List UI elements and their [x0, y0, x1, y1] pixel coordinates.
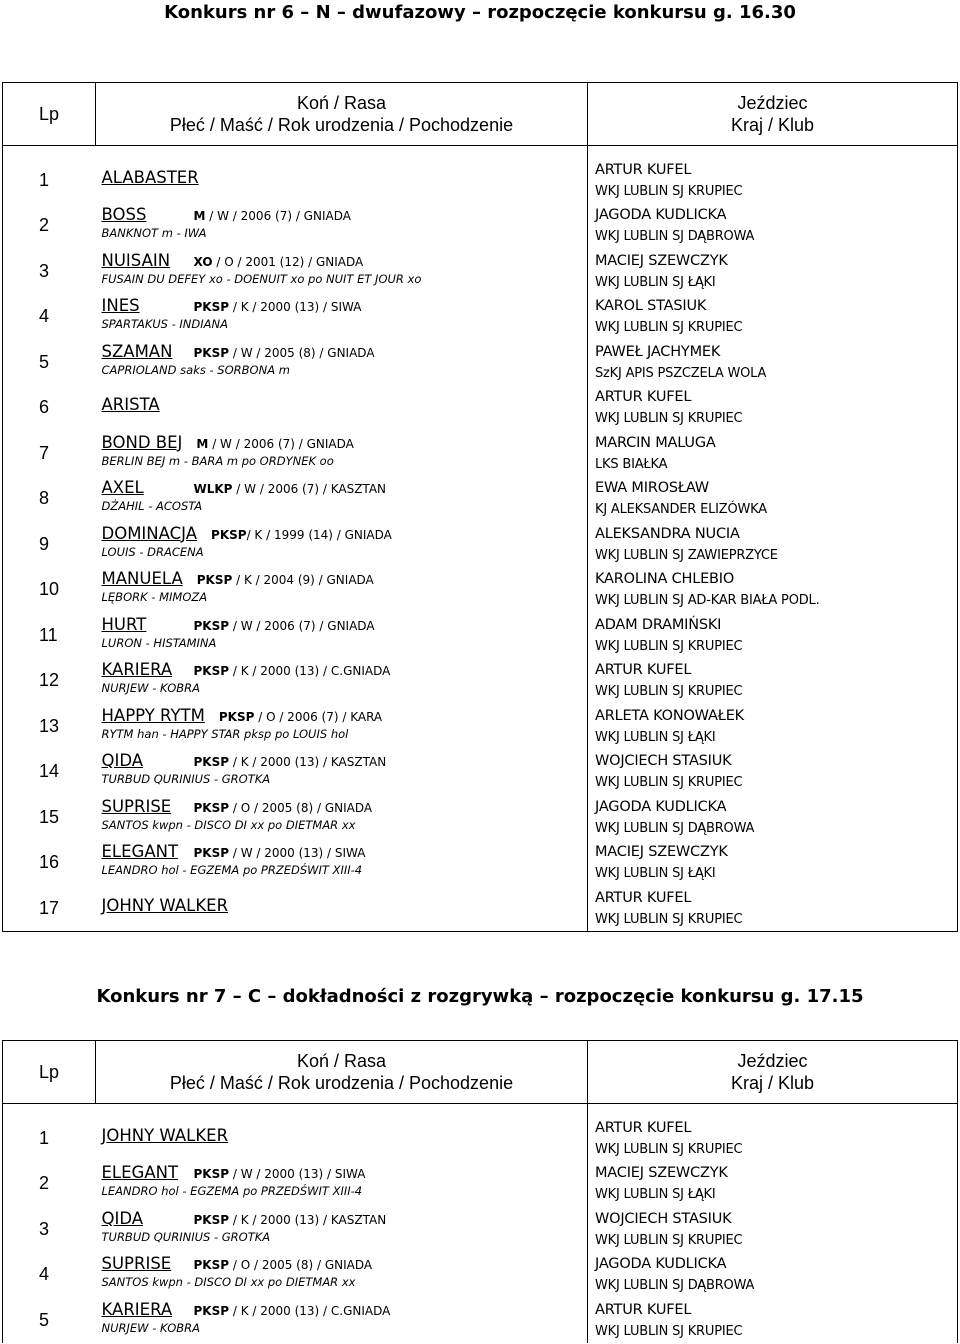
entry-number: 5	[3, 340, 96, 386]
rider-name: KAROL STASIUK	[595, 298, 707, 314]
rider-cell	[588, 522, 958, 568]
entry-number: 10	[3, 567, 96, 613]
horse-details: / O / 2005 (8) / GNIADA	[229, 800, 373, 815]
table-row	[3, 1252, 958, 1298]
horse-name: ALABASTER	[101, 167, 199, 187]
horse-info	[194, 1167, 366, 1181]
entry-number: 8	[3, 476, 96, 522]
horse-info	[194, 209, 351, 223]
rider-name: ARTUR KUFEL	[595, 389, 692, 405]
horse-cell	[96, 340, 588, 386]
rider-name: MACIEJ SZEWCZYK	[595, 844, 728, 860]
horse-details: / O / 2005 (8) / GNIADA	[229, 1258, 373, 1272]
horse-details: / K / 1999 (14) / GNIADA	[246, 527, 392, 542]
rider-cell	[588, 840, 958, 886]
entry-number: 9	[3, 522, 96, 568]
horse-name: QIDA	[101, 751, 144, 770]
horse-pedigree: TURBUD QURINIUS - GROTKA	[101, 1229, 271, 1244]
rider-name: ADAM DRAMIŃSKI	[595, 616, 722, 633]
rider-name: PAWEŁ JACHYMEK	[595, 343, 721, 360]
header-rider	[588, 1041, 958, 1104]
horse-breed: PKSP	[211, 527, 247, 542]
header-rider-line2: Kraj / Klub	[730, 115, 815, 135]
table-spacer-row	[3, 1104, 958, 1116]
rider-club: WKJ LUBLIN SJ KRUPIEC	[595, 1232, 743, 1248]
horse-info	[194, 846, 366, 860]
horse-breed: M	[196, 436, 209, 451]
horse-name: BOSS	[101, 205, 147, 224]
contest-7-table	[2, 1040, 958, 1343]
horse-details: / K / 2000 (13) / KASZTAN	[229, 1212, 387, 1227]
table-row	[3, 431, 958, 477]
horse-pedigree: LEANDRO hol - EGZEMA po PRZEDŚWIT XIII-4	[101, 863, 363, 877]
contest-7-entries	[3, 1104, 958, 1344]
horse-name: INES	[101, 296, 140, 315]
header-horse-line2: Płeć / Maść / Rok urodzenia / Pochodzenie	[169, 1073, 514, 1093]
rider-club: WKJ LUBLIN SJ ŁĄKI	[595, 1187, 716, 1202]
table-row	[3, 567, 958, 613]
horse-details: / W / 2005 (8) / GNIADA	[229, 345, 375, 360]
rider-club: WKJ LUBLIN SJ KRUPIEC	[595, 684, 743, 699]
horse-cell	[96, 431, 588, 477]
rider-club: WKJ LUBLIN SJ AD-KAR BIAŁA PODL.	[595, 593, 820, 608]
horse-cell	[96, 1161, 588, 1207]
horse-info	[194, 346, 375, 360]
horse-details: / K / 2000 (13) / C.GNIADA	[229, 664, 391, 678]
header-horse	[96, 1041, 588, 1104]
contest-6-title-text: Konkurs nr 6 – N – dwufazowy – rozpoczęcie konkursu g. 16.30	[164, 2, 796, 23]
table-row	[3, 795, 958, 841]
horse-name: JOHNY WALKER	[101, 895, 229, 915]
horse-pedigree: SANTOS kwpn - DISCO DI xx po DIETMAR xx	[101, 1275, 356, 1289]
rider-cell	[588, 203, 958, 249]
header-rider-line1: Jeździec	[737, 1051, 808, 1071]
rider-cell	[588, 340, 958, 386]
horse-cell	[96, 203, 588, 249]
horse-details: / O / 2006 (7) / KARA	[254, 709, 383, 724]
rider-name: ARTUR KUFEL	[595, 1301, 692, 1318]
horse-name: JOHNY WALKER	[101, 1125, 229, 1145]
horse-breed: PKSP	[196, 573, 233, 587]
horse-name: MANUELA	[101, 569, 183, 588]
horse-name: SUPRISE	[101, 1254, 172, 1273]
horse-breed: PKSP	[193, 755, 230, 769]
table-row	[3, 1161, 958, 1207]
entry-number: 7	[3, 431, 96, 477]
horse-details: / W / 2006 (7) / GNIADA	[205, 209, 351, 223]
horse-details: / W / 2006 (7) / KASZTAN	[232, 482, 387, 496]
rider-club: LKS BIAŁKA	[595, 456, 668, 472]
rider-club: WKJ LUBLIN SJ ŁĄKI	[595, 729, 716, 745]
rider-cell	[588, 1207, 958, 1253]
horse-details: / K / 2000 (13) / C.GNIADA	[229, 1303, 391, 1318]
horse-info	[194, 755, 387, 769]
rider-name: ARTUR KUFEL	[595, 889, 692, 906]
table-row	[3, 340, 958, 386]
rider-name: MACIEJ SZEWCZYK	[595, 252, 728, 269]
horse-breed: PKSP	[193, 1167, 230, 1181]
header-lp: Lp	[3, 83, 96, 146]
horse-pedigree: RYTM han - HAPPY STAR pksp po LOUIS hol	[101, 726, 349, 741]
entry-number: 2	[3, 203, 96, 249]
horse-breed: PKSP	[193, 618, 230, 633]
horse-info	[219, 710, 382, 724]
table-row	[3, 1207, 958, 1253]
rider-name: ARTUR KUFEL	[595, 161, 692, 178]
rider-cell	[588, 294, 958, 340]
horse-name: SUPRISE	[101, 796, 172, 816]
entry-number: 3	[3, 249, 96, 295]
header-lp: Lp	[3, 1041, 96, 1104]
rider-club: WKJ LUBLIN SJ DĄBROWA	[595, 1278, 755, 1293]
rider-club: WKJ LUBLIN SJ ZAWIEPRZYCE	[595, 547, 778, 563]
contest-7-title	[0, 986, 960, 1008]
horse-details: / O / 2001 (12) / GNIADA	[212, 254, 364, 269]
horse-name: KARIERA	[101, 1299, 173, 1319]
horse-name: HURT	[101, 614, 147, 634]
rider-name: KAROLINA CHLEBIO	[595, 571, 735, 587]
rider-club: WKJ LUBLIN SJ KRUPIEC	[595, 775, 743, 790]
horse-breed: PKSP	[193, 664, 230, 678]
table-row	[3, 749, 958, 795]
horse-pedigree: FUSAIN DU DEFEY xo - DOENUIT xo po NUIT ET JOUR xo	[101, 271, 422, 286]
horse-name: NUISAIN	[101, 250, 171, 270]
rider-cell	[588, 431, 958, 477]
rider-club: WKJ LUBLIN SJ KRUPIEC	[595, 411, 743, 426]
horse-info	[194, 482, 387, 496]
rider-club: WKJ LUBLIN SJ KRUPIEC	[595, 1141, 743, 1157]
horse-pedigree: TURBUD QURINIUS - GROTKA	[101, 772, 271, 786]
rider-name: JAGODA KUDLICKA	[595, 1256, 727, 1272]
contest-6-entries	[3, 146, 958, 932]
entry-number: 6	[3, 385, 96, 431]
horse-details: / K / 2000 (13) / KASZTAN	[229, 755, 387, 769]
horse-cell	[96, 385, 588, 431]
horse-info	[194, 801, 373, 815]
table-row	[3, 886, 958, 932]
rider-name: EWA MIROSŁAW	[595, 480, 709, 496]
horse-name: HAPPY RYTM	[101, 705, 205, 725]
rider-name: WOJCIECH STASIUK	[595, 753, 732, 769]
horse-name: SZAMAN	[101, 341, 173, 361]
horse-name: ARISTA	[101, 395, 160, 414]
rider-name: ARLETA KONOWAŁEK	[595, 707, 744, 724]
rider-cell	[588, 567, 958, 613]
rider-name: ARTUR KUFEL	[595, 1119, 692, 1136]
horse-name: ELEGANT	[101, 1163, 179, 1182]
table-header-row	[3, 1041, 958, 1104]
horse-name: DOMINACJA	[101, 523, 198, 543]
rider-cell	[588, 158, 958, 204]
horse-name: AXEL	[101, 478, 144, 497]
rider-club: WKJ LUBLIN SJ ŁĄKI	[595, 866, 716, 881]
entry-number: 5	[3, 1298, 96, 1344]
header-horse-line1: Koń / Rasa	[296, 93, 387, 113]
rider-cell	[588, 1161, 958, 1207]
rider-cell	[588, 1252, 958, 1298]
horse-breed: PKSP	[193, 800, 230, 815]
horse-pedigree: LEANDRO hol - EGZEMA po PRZEDŚWIT XIII-4	[101, 1184, 363, 1198]
horse-cell	[96, 567, 588, 613]
horse-breed: PKSP	[193, 300, 230, 314]
rider-name: JAGODA KUDLICKA	[595, 798, 727, 815]
horse-breed: PKSP	[193, 1212, 230, 1227]
rider-club: SzKJ APIS PSZCZELA WOLA	[595, 365, 767, 381]
horse-breed: PKSP	[218, 709, 255, 724]
rider-cell	[588, 1298, 958, 1344]
horse-pedigree: LOUIS - DRACENA	[101, 544, 204, 559]
horse-cell	[96, 840, 588, 886]
horse-info	[211, 528, 392, 542]
horse-breed: M	[193, 209, 206, 223]
horse-pedigree: SANTOS kwpn - DISCO DI xx po DIETMAR xx	[101, 817, 356, 832]
horse-cell	[96, 294, 588, 340]
table-spacer-row	[3, 146, 958, 158]
table-header-row	[3, 83, 958, 146]
horse-cell	[96, 658, 588, 704]
table-row	[3, 203, 958, 249]
horse-details: / W / 2000 (13) / SIWA	[229, 1167, 366, 1181]
horse-breed: PKSP	[193, 1258, 230, 1272]
rider-cell	[588, 795, 958, 841]
rider-cell	[588, 658, 958, 704]
rider-cell	[588, 1116, 958, 1162]
horse-cell	[96, 522, 588, 568]
rider-cell	[588, 476, 958, 522]
horse-pedigree: NURJEW - KOBRA	[101, 1320, 201, 1335]
horse-cell	[96, 795, 588, 841]
entry-number: 15	[3, 795, 96, 841]
horse-cell	[96, 749, 588, 795]
rider-name: JAGODA KUDLICKA	[595, 207, 727, 223]
horse-details: / W / 2006 (7) / GNIADA	[229, 618, 375, 633]
entry-number: 12	[3, 658, 96, 704]
header-horse-line1: Koń / Rasa	[296, 1051, 387, 1071]
entry-number: 13	[3, 704, 96, 750]
horse-breed: WLKP	[193, 482, 233, 496]
rider-club: WKJ LUBLIN SJ KRUPIEC	[595, 320, 743, 335]
contest-6-table	[2, 82, 958, 932]
horse-name: BOND BEJ	[101, 432, 183, 452]
entry-number: 1	[3, 1116, 96, 1162]
rider-cell	[588, 886, 958, 932]
horse-details: / K / 2000 (13) / SIWA	[229, 300, 362, 314]
header-rider-line1: Jeździec	[737, 93, 808, 113]
horse-cell	[96, 886, 588, 932]
horse-cell	[96, 1298, 588, 1344]
rider-club: WKJ LUBLIN SJ KRUPIEC	[595, 911, 743, 927]
horse-info	[194, 255, 364, 269]
entry-number: 16	[3, 840, 96, 886]
horse-pedigree: DŻAHIL - ACOSTA	[101, 499, 203, 513]
entry-number: 3	[3, 1207, 96, 1253]
horse-info	[194, 1213, 387, 1227]
table-row	[3, 522, 958, 568]
rider-club: WKJ LUBLIN SJ DĄBROWA	[595, 820, 755, 836]
entry-number: 2	[3, 1161, 96, 1207]
header-horse	[96, 83, 588, 146]
horse-pedigree: BANKNOT m - IWA	[101, 226, 207, 240]
horse-cell	[96, 704, 588, 750]
table-row	[3, 158, 958, 204]
horse-info	[196, 437, 353, 451]
rider-name: WOJCIECH STASIUK	[595, 1210, 732, 1227]
rider-club: WKJ LUBLIN SJ DĄBROWA	[595, 229, 755, 244]
horse-details: / K / 2004 (9) / GNIADA	[232, 573, 374, 587]
table-row	[3, 1298, 958, 1344]
horse-cell	[96, 613, 588, 659]
header-horse-line2: Płeć / Maść / Rok urodzenia / Pochodzenie	[169, 115, 514, 135]
horse-pedigree: LĘBORK - MIMOZA	[101, 590, 208, 604]
table-row	[3, 385, 958, 431]
horse-details: / W / 2006 (7) / GNIADA	[208, 436, 354, 451]
header-rider-line2: Kraj / Klub	[730, 1073, 815, 1093]
horse-cell	[96, 1252, 588, 1298]
horse-pedigree: NURJEW - KOBRA	[101, 681, 201, 695]
horse-breed: PKSP	[193, 846, 230, 860]
horse-info	[194, 300, 362, 314]
horse-info	[194, 1304, 391, 1318]
rider-club: WKJ LUBLIN SJ KRUPIEC	[595, 183, 743, 199]
table-row	[3, 1116, 958, 1162]
horse-info	[194, 664, 391, 678]
horse-breed: PKSP	[193, 1303, 230, 1318]
horse-pedigree: SPARTAKUS - INDIANA	[101, 317, 228, 331]
entry-number: 4	[3, 294, 96, 340]
rider-club: WKJ LUBLIN SJ KRUPIEC	[595, 1323, 743, 1339]
horse-details: / W / 2000 (13) / SIWA	[229, 846, 366, 860]
table-row	[3, 704, 958, 750]
horse-cell	[96, 1116, 588, 1162]
header-rider	[588, 83, 958, 146]
rider-cell	[588, 385, 958, 431]
horse-breed: XO	[193, 254, 213, 269]
horse-cell	[96, 158, 588, 204]
table-row	[3, 249, 958, 295]
contest-6-title	[0, 2, 960, 24]
horse-name: KARIERA	[101, 660, 173, 679]
horse-cell	[96, 1207, 588, 1253]
horse-breed: PKSP	[193, 345, 230, 360]
rider-club: WKJ LUBLIN SJ ŁĄKI	[595, 274, 716, 290]
rider-name: ALEKSANDRA NUCIA	[595, 525, 740, 542]
entry-number: 1	[3, 158, 96, 204]
rider-cell	[588, 249, 958, 295]
rider-name: ARTUR KUFEL	[595, 662, 692, 678]
entry-number: 11	[3, 613, 96, 659]
horse-name: QIDA	[101, 1208, 144, 1228]
horse-pedigree: BERLIN BEJ m - BARA m po ORDYNEK oo	[101, 453, 334, 468]
horse-pedigree: LURON - HISTAMINA	[101, 635, 217, 650]
entry-number: 17	[3, 886, 96, 932]
horse-name: ELEGANT	[101, 842, 179, 861]
rider-name: MACIEJ SZEWCZYK	[595, 1165, 728, 1181]
contest-7-title-text: Konkurs nr 7 – C – dokładności z rozgrywką – rozpoczęcie konkursu g. 17.15	[96, 986, 864, 1007]
table-row	[3, 840, 958, 886]
horse-info	[194, 1258, 373, 1272]
horse-pedigree: CAPRIOLAND saks - SORBONA m	[101, 362, 290, 377]
horse-cell	[96, 476, 588, 522]
horse-info	[197, 573, 374, 587]
rider-club: KJ ALEKSANDER ELIZÓWKA	[595, 502, 767, 517]
rider-cell	[588, 613, 958, 659]
entry-number: 14	[3, 749, 96, 795]
table-row	[3, 613, 958, 659]
entry-number: 4	[3, 1252, 96, 1298]
horse-cell	[96, 249, 588, 295]
table-row	[3, 476, 958, 522]
rider-cell	[588, 749, 958, 795]
table-row	[3, 658, 958, 704]
table-row	[3, 294, 958, 340]
rider-club: WKJ LUBLIN SJ KRUPIEC	[595, 638, 743, 654]
horse-info	[194, 619, 375, 633]
rider-name: MARCIN MALUGA	[595, 434, 716, 451]
rider-cell	[588, 704, 958, 750]
